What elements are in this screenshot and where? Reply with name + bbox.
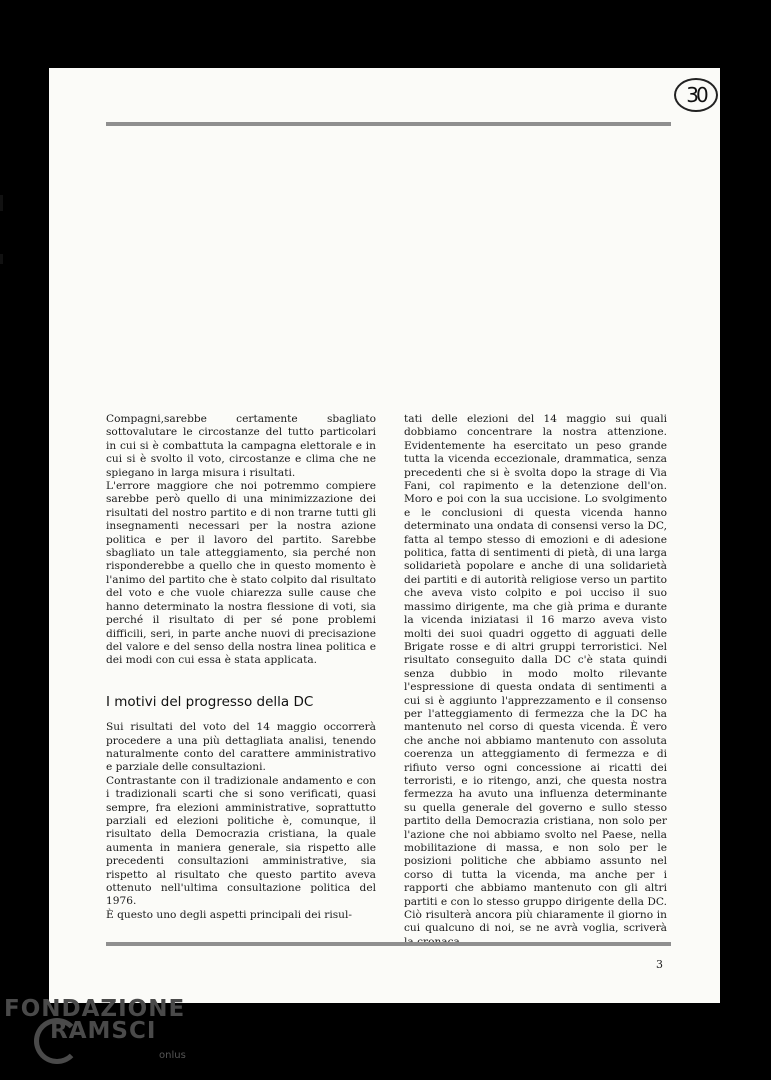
scan-edge-mark xyxy=(0,254,3,264)
section-heading: I motivi del progresso della DC xyxy=(106,693,314,710)
fondazione-gramsci-watermark xyxy=(4,996,204,1076)
paragraph: Sui risultati del voto del 14 maggio occorrerà procedere a una più dettagliata analisi, tenendo naturalmente conto del carattere amministrativo e parziale delle consultazioni. xyxy=(106,721,376,774)
paragraph: Contrastante con il tradizionale andamento e con i tradizionali scarti che si sono verificati, quasi sempre, fra elezioni amministrative, soprattutto parziali ed elezioni politiche è, comunque, il risultato della Democrazia cristiana, la quale aumenta in maniera generale, sia rispetto alle precedenti consultazioni amministrative, sia rispetto al risultato che questo partito aveva ottenuto nell'ultima consultazione politica del 1976. xyxy=(106,774,376,908)
right-column xyxy=(404,413,667,949)
top-rule xyxy=(106,122,671,126)
document-page xyxy=(49,68,720,1003)
page-number: 3 xyxy=(656,958,663,971)
watermark-line-1: FONDAZIONE xyxy=(4,996,186,1022)
paragraph: tati delle elezioni del 14 maggio sui quali dobbiamo concentrare la nostra attenzione. Evidentemente ha esercitato un peso grande tutta la vicenda eccezionale, drammatica, senza precedenti che si è svolta dopo la strage di Via Fani, col rapimento e la detenzione dell'on. Moro e poi con la sua uccisione. Lo svolgimento e le conclusioni di questa vicenda hanno determinato una ondata di consensi verso la DC, fatta al tempo stesso di emozioni e di adesione politica, fatta di sentimenti di pietà, di una larga solidarietà popolare e anche di una solidarietà dei partiti e di autorità religiose verso un partito che aveva visto colpito e poi ucciso il suo massimo dirigente, ma che già prima e durante la vicenda iniziatasi il 16 marzo aveva visto molti dei suoi quadri oggetto di agguati delle Brigate rosse e di altri gruppi terroristici. Nel risultato conseguito dalla DC c'è stata quindi senza dubbio in modo molto rilevante l'espressione di questa ondata di sentimenti a cui si è aggiunto l'apprezzamento e il consenso per l'atteggiamento di fermezza che la DC ha mantenuto nel corso di questa vicenda. È vero che anche noi abbiamo mantenuto con assoluta coerenza un atteggiamento di fermezza e di rifiuto verso ogni concessione ai ricatti dei terroristi, e io ritengo, anzi, che questa nostra fermezza ha avuto una influenza determinante su quella generale del governo e sullo stesso partito della Democrazia cristiana, non solo per l'azione che noi abbiamo svolto nel Paese, nella mobilitazione di massa, e non solo per le posizioni politiche che abbiamo assunto nel corso di tutta la vicenda, ma anche per i rapporti che abbiamo mantenuto con gli altri partiti e con lo stesso gruppo dirigente della DC. Ciò risulterà ancora più chiaramente il giorno in cui qualcuno di noi, se ne avrà voglia, scriverà xyxy=(404,413,667,935)
paragraph: L'errore maggiore che noi potremmo compiere sarebbe però quello di una minimizzazione dei risultati del nostro partito e di non trarne tutti gli insegnamenti necessari per la nostra azione politica e per il lavoro del partito. Sarebbe sbagliato un tale atteggiamento, sia perché non risponderebbe a quello che in questo momento è l'animo del partito che è stato colpito dal risultato del voto e che vuole chiarezza sulle cause che hanno determinato la nostra flessione di voti, sia perché il risultato di per sé pone problemi difficili, seri, in parte anche nuovi di precisazione del valore e del senso della nostra linea politica e dei modi con cui essa è stata applicata. xyxy=(106,480,376,667)
paragraph: È questo uno degli aspetti principali dei risul- xyxy=(106,908,352,921)
handwritten-page-note: 30 xyxy=(674,78,718,112)
scan-edge-mark xyxy=(0,195,3,211)
paragraph: Compagni,sarebbe certamente sbagliato sottovalutare le circostanze del tutto particolari in cui si è combattuta la campagna elettorale e in cui si è svolto il voto, circostanze e clima che ne spiegano in larga misura i risultati. xyxy=(106,413,376,479)
bottom-rule xyxy=(106,942,671,946)
watermark-line-2: RAMSCI xyxy=(50,1018,157,1044)
left-column xyxy=(106,413,376,922)
watermark-suffix: onlus xyxy=(159,1050,186,1061)
